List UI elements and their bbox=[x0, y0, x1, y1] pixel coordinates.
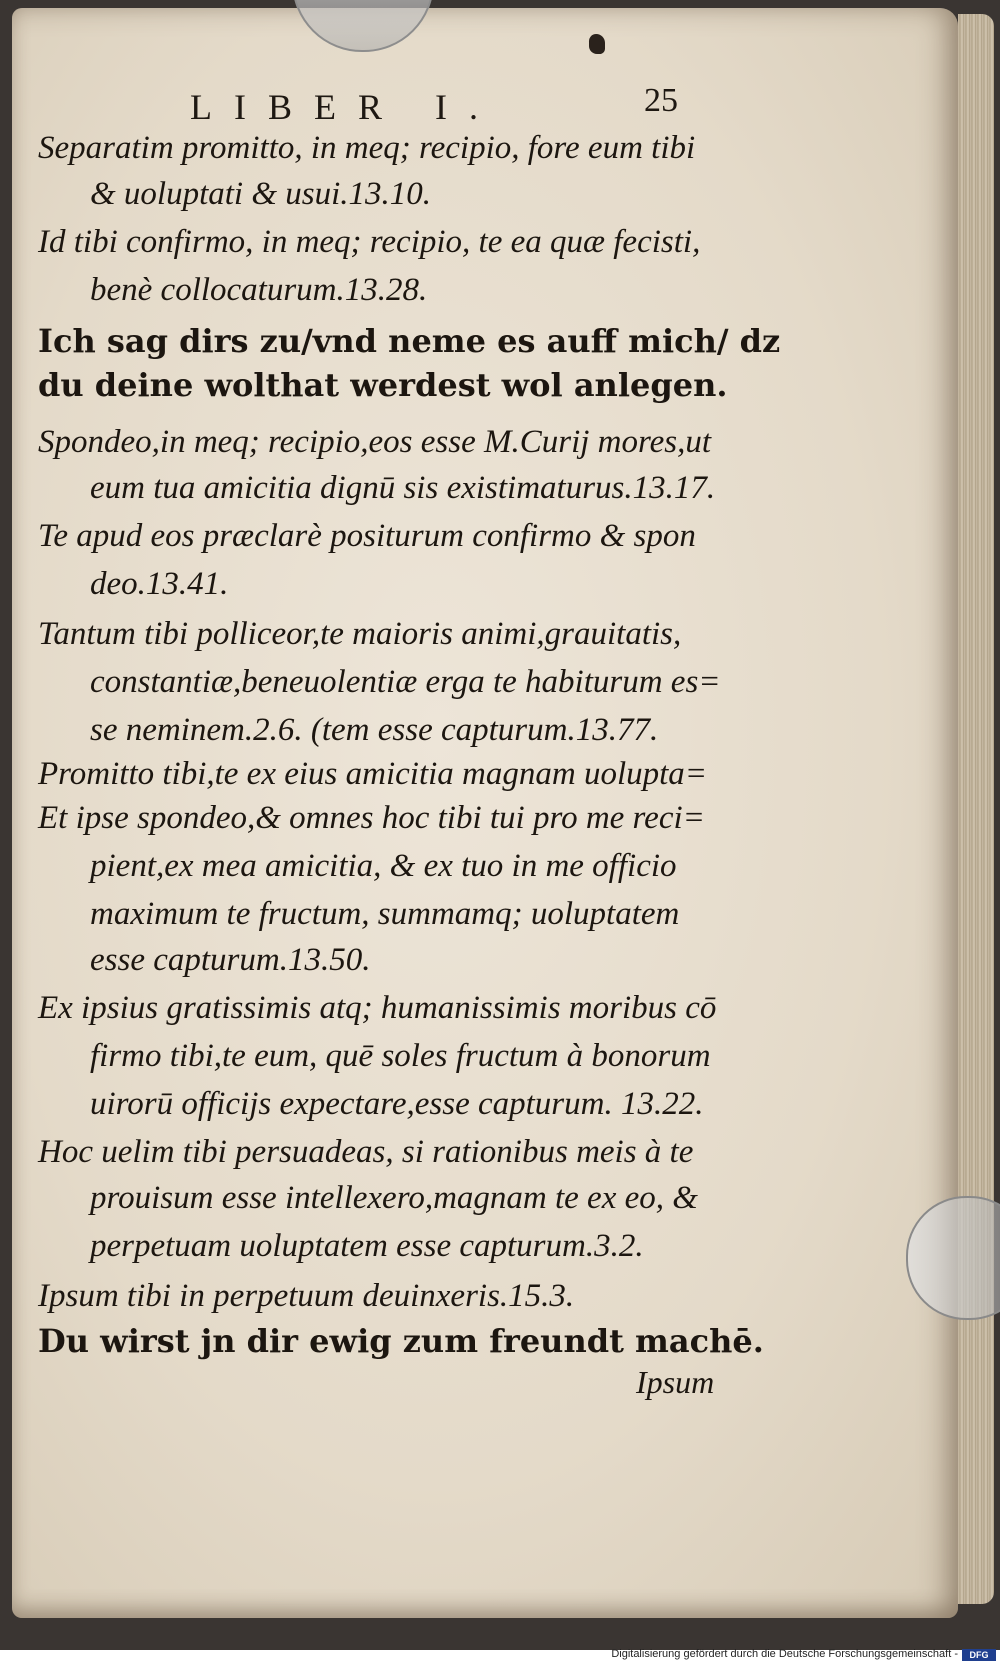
running-head: LIBER I. bbox=[190, 87, 500, 127]
page-edges bbox=[958, 14, 994, 1604]
text-line: Spondeo,in meq; recipio,eos esse M.Curij mores,ut bbox=[38, 424, 712, 460]
ink-spot bbox=[589, 34, 605, 54]
text-line: se neminem.2.6. (tem esse capturum.13.77. bbox=[90, 712, 659, 748]
digitization-credit: Digitalisierung gefördert durch die Deutsche Forschungsgemeinschaft - bbox=[611, 1648, 958, 1660]
text-line: Id tibi confirmo, in meq; recipio, te ea quæ fecisti, bbox=[38, 224, 701, 260]
text-line: esse capturum.13.50. bbox=[90, 942, 371, 978]
text-line: Et ipse spondeo,& omnes hoc tibi tui pro me reci= bbox=[38, 800, 705, 836]
text-line: Tantum tibi polliceor,te maioris animi,grauitatis, bbox=[38, 616, 682, 652]
page-number: 25 bbox=[644, 82, 678, 119]
text-line: Separatim promitto, in meq; recipio, fore eum tibi bbox=[38, 130, 696, 166]
text-line: eum tua amicitia dignū sis existimaturus.13.17. bbox=[90, 470, 716, 506]
text-line: Promitto tibi,te ex eius amicitia magnam uolupta= bbox=[38, 756, 708, 792]
text-line: Ex ipsius gratissimis atq; humanissimis moribus cō bbox=[38, 990, 717, 1026]
text-line: Ipsum tibi in perpetuum deuinxeris.15.3. bbox=[38, 1278, 575, 1314]
catchword: Ipsum bbox=[636, 1364, 715, 1400]
text-line: deo.13.41. bbox=[90, 566, 229, 602]
text-line: firmo tibi,te eum, quē soles fructum à bonorum bbox=[90, 1038, 711, 1074]
text-line: benè collocaturum.13.28. bbox=[90, 272, 428, 308]
text-line: Ich sag dirs zu/vnd neme es auff mich/ dz bbox=[38, 322, 781, 360]
text-line: & uoluptati & usui.13.10. bbox=[90, 176, 432, 212]
text-line: Hoc uelim tibi persuadeas, si rationibus meis à te bbox=[38, 1134, 694, 1170]
text-line: constantiæ,beneuolentiæ erga te habiturum es= bbox=[90, 664, 721, 700]
text-line: du deine wolthat werdest wol anlegen. bbox=[38, 366, 728, 404]
text-line: Du wirst jn dir ewig zum freundt machē. bbox=[38, 1322, 764, 1360]
text-line: uirorū officijs expectare,esse capturum. 13.22. bbox=[90, 1086, 704, 1122]
dfg-logo: DFG bbox=[962, 1649, 996, 1661]
text-line: prouisum esse intellexero,magnam te ex eo, & bbox=[90, 1180, 698, 1216]
text-line: maximum te fructum, summamq; uoluptatem bbox=[90, 896, 680, 932]
text-line: Te apud eos præclarè positurum confirmo & spon bbox=[38, 518, 696, 554]
text-line: perpetuam uoluptatem esse capturum.3.2. bbox=[90, 1228, 644, 1264]
text-line: pient,ex mea amicitia, & ex tuo in me officio bbox=[90, 848, 677, 884]
